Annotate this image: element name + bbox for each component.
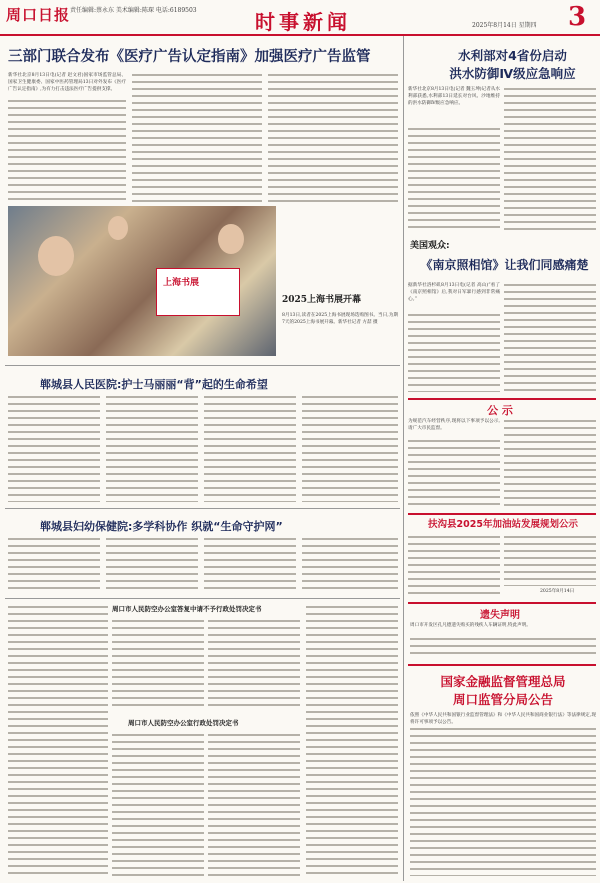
article-text-block (8, 98, 126, 202)
gas-station-plan-date: 2025年8月14日 (540, 589, 575, 594)
box-border (408, 602, 596, 604)
kicker-us-viewers: 美国观众: (410, 241, 450, 251)
column-divider (403, 36, 404, 881)
headline-nanjing-photo-studio: 《南京照相馆》让我们同感痛楚 (420, 258, 589, 272)
photo-caption: 2025上海书展开幕 (282, 295, 362, 305)
section-divider (5, 598, 400, 599)
headline-flood-2: 洪水防御Ⅳ级应急响应 (449, 66, 576, 81)
box-border (408, 513, 596, 515)
notice-text-block (504, 418, 596, 508)
notice-title: 公 示 (487, 404, 513, 417)
lost-statement-title: 遗失声明 (480, 610, 520, 621)
notice-text-block (112, 618, 204, 710)
finance-title-2: 周口监管分局公告 (452, 692, 553, 707)
article-nanjing-lead: 据新华社洛杉矶8月13日电(记者 高山)“看了《南京照相馆》后,我对日军暴行感到非常痛心。” (408, 283, 500, 302)
article-ad-guide-lead: 新华社北京8月13日电(记者 赵文君)国家市场监管总局、国家卫生健康委、国家中医药管理局13日对外发布《医疗广告认定指南》,为有力打击违法医疗广告提供支撑。 (8, 73, 126, 92)
article-text-block (204, 394, 296, 502)
article-text-block (106, 536, 198, 592)
masthead-meta: 责任编辑:蔡永东 美术编辑:陈琛 电话:6189503 (70, 7, 197, 14)
notice-text-block (408, 534, 500, 594)
headline-hospital-nurse: 郸城县人民医院:护士马丽丽“背”起的生命希望 (40, 378, 268, 391)
headline-civil-defense-1: 周口市人民防空办公室答复中请不予行政处罚决定书 (112, 605, 262, 613)
notice-text-block (8, 604, 108, 876)
section-divider (5, 508, 400, 509)
article-text-block (504, 86, 596, 232)
article-flood-lead: 新华社北京8月13日电(记者 魏玉坤)记者从水利部获悉,水利部13日延长对台风、沙地维持的洪水防御Ⅳ级应急响应。 (408, 87, 500, 106)
notice-text-block (208, 732, 300, 876)
headline-flood-1: 水利部对4省份启动 (458, 48, 567, 63)
notice-text-block (410, 636, 596, 654)
article-text-block (8, 394, 100, 502)
book-fair-photo (8, 206, 276, 356)
photo-description: 8月13日,读者在2025上海书展现场选购图书。当日,为期7天的2025上海书展开幕。新华社记者 方喆 摄 (282, 313, 398, 325)
notice-text: 为规范汽车经营秩序,现将以下事项予以公示,请广大市民监督。 (408, 419, 500, 431)
reader-face (108, 216, 128, 240)
section-title: 时事新闻 (255, 10, 351, 34)
lost-statement-text: 周口市开发区孔凡德遗失购买的残疾人车辆证明,特此声明。 (410, 623, 531, 628)
notice-text-block (306, 604, 398, 876)
notice-text-block (208, 618, 300, 710)
article-text-block (132, 72, 262, 202)
finance-title-1: 国家金融监督管理总局 (440, 674, 566, 689)
gas-station-plan-title: 扶沟县2025年加油站发展规划公示 (428, 519, 578, 530)
article-text-block (408, 312, 500, 392)
page-number: 3 (568, 2, 587, 32)
article-text-block (408, 126, 500, 232)
article-text-block (8, 536, 100, 592)
newspaper-logo: 周口日报 (6, 6, 71, 24)
headline-ad-guide: 三部门联合发布《医疗广告认定指南》加强医疗广告监管 (8, 49, 371, 65)
notice-text-block (408, 438, 500, 508)
headline-civil-defense-2: 周口市人民防空办公室行政处罚决定书 (128, 719, 239, 727)
headline-maternity-hospital: 郸城县妇幼保健院:多学科协作 织就“生命守护网” (40, 520, 283, 533)
article-text-block (504, 282, 596, 392)
box-border (408, 664, 596, 666)
article-text-block (302, 536, 398, 592)
notice-text-block (112, 732, 204, 876)
article-text-block (302, 394, 398, 502)
section-divider (5, 365, 400, 366)
reader-face (218, 224, 244, 254)
finance-text: 依照《中华人民共和国银行业监督管理法》和《中华人民共和国商业银行法》等法律规定,现将许可事项予以公告。 (410, 713, 596, 725)
reader-face (38, 236, 74, 276)
issue-date: 2025年8月14日 星期四 (472, 22, 537, 29)
notice-text-block (504, 534, 596, 586)
notice-text-block (410, 726, 596, 876)
article-text-block (268, 72, 398, 202)
article-text-block (204, 536, 296, 592)
article-text-block (106, 394, 198, 502)
box-border (408, 398, 596, 400)
book-fair-sign: 上海书展 (156, 268, 240, 316)
